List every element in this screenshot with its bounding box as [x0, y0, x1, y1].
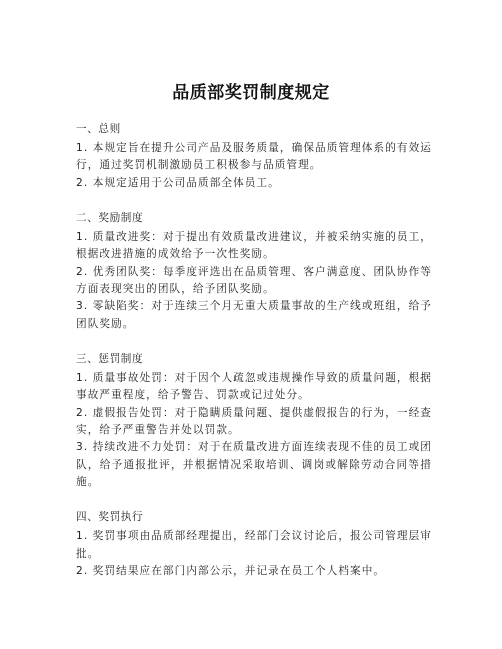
section-enforcement [76, 509, 432, 580]
section-heading: 二、奖励制度 [76, 211, 144, 224]
section-heading: 一、总则 [76, 123, 121, 135]
clause: 2. 虚假报告处罚：对于隐瞒质量问题、提供虚假报告的行为，一经查实，给予严重警告并处以罚款。 [76, 406, 432, 437]
clause: 2. 优秀团队奖：每季度评选出在品质管理、客户满意度、团队协作等方面表现突出的团队，给予团队奖励。 [76, 265, 432, 296]
section-heading: 四、奖罚执行 [76, 511, 144, 524]
clause: 1. 质量改进奖：对于提出有效质量改进建议，并被采纳实施的员工，根据改进措施的成效给予一次性奖励。 [76, 230, 432, 261]
section-general [76, 121, 432, 192]
section-rewards [76, 210, 432, 333]
clause: 1. 质量事故处罚：对于因个人疏忽或违规操作导致的质量问题，根据事故严重程度，给予警告、罚款或记过处分。 [76, 371, 432, 402]
document-body [76, 121, 432, 598]
clause: 1. 本规定旨在提升公司产品及服务质量，确保品质管理体系的有效运行，通过奖罚机制激励员工积极参与品质管理。 [76, 142, 432, 172]
section-penalties [76, 351, 432, 492]
clause: 2. 奖罚结果应在部门内部公示，并记录在员工个人档案中。 [76, 565, 386, 578]
clause: 1. 奖罚事项由品质部经理提出，经部门会议讨论后，报公司管理层审批。 [76, 530, 432, 560]
clause: 3. 零缺陷奖：对于连续三个月无重大质量事故的生产线或班组，给予团队奖励。 [76, 300, 432, 330]
document-title: 品质部奖罚制度规定 [172, 83, 330, 103]
clause: 2. 本规定适用于公司品质部全体员工。 [76, 176, 280, 189]
clause: 3. 持续改进不力处罚：对于在质量改进方面连续表现不佳的员工或团队，给予通报批评，并根据情况采取培训、调岗或解除劳动合同等措施。 [76, 441, 432, 489]
section-heading: 三、惩罚制度 [76, 352, 144, 365]
